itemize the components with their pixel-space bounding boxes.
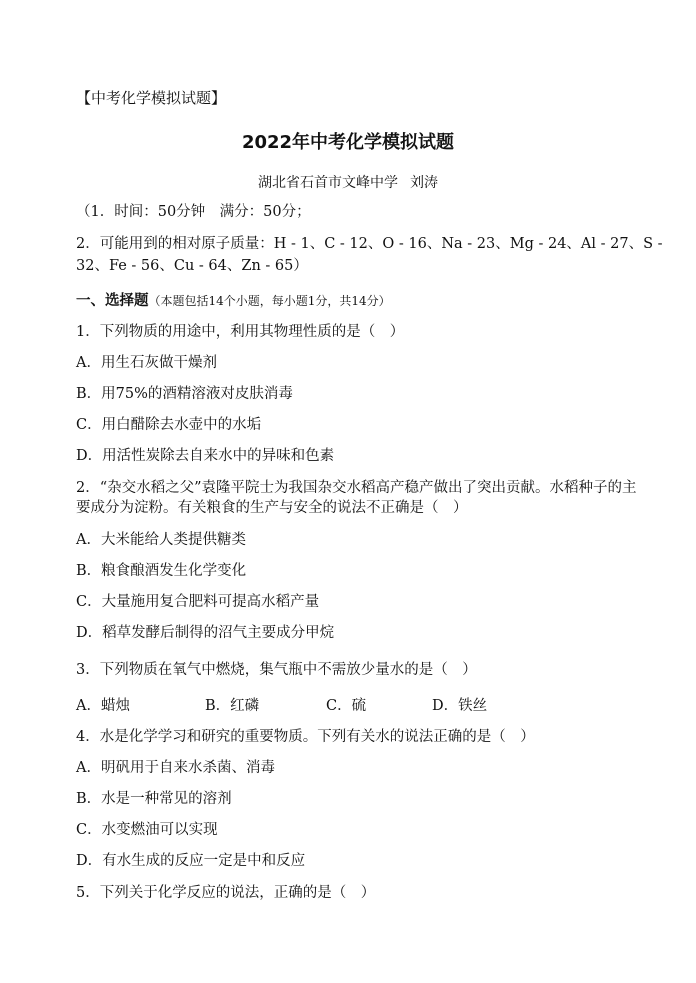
question-option: B．用75%的酒精溶液对皮肤消毒 xyxy=(76,386,293,402)
question-option: B．水是一种常见的溶剂 xyxy=(76,791,232,807)
author-line xyxy=(0,172,696,192)
question-option: C．水变燃油可以实现 xyxy=(76,822,218,838)
question-stem: 5．下列关于化学反应的说法，正确的是（ ） xyxy=(76,885,376,901)
author-name: 刘涛 xyxy=(410,175,438,191)
section-title: 一、选择题 xyxy=(76,293,149,309)
question-option: D．稻草发酵后制得的沼气主要成分甲烷 xyxy=(76,625,335,641)
note-line: 32、Fe - 56、Cu - 64、Zn - 65） xyxy=(76,258,308,274)
author-school: 湖北省石首市文峰中学 xyxy=(258,175,398,191)
question-stem: 2．“杂交水稻之父”袁隆平院士为我国杂交水稻高产稳产做出了突出贡献。水稻种子的主 xyxy=(76,480,637,496)
section-heading xyxy=(76,291,391,311)
question-option: D．铁丝 xyxy=(432,698,488,714)
section-desc: （本题包括14个小题，每小题1分，共14分） xyxy=(148,294,391,308)
question-option: D．有水生成的反应一定是中和反应 xyxy=(76,853,306,869)
question-option: B．红磷 xyxy=(205,698,260,714)
question-option: A．蜡烛 xyxy=(76,698,130,714)
page-title: 2022年中考化学模拟试题 xyxy=(241,132,455,153)
question-stem: 3．下列物质在氧气中燃烧，集气瓶中不需放少量水的是（ ） xyxy=(76,662,477,678)
note-line: （1．时间：50分钟 满分：50分； xyxy=(76,204,311,220)
question-stem: 1．下列物质的用途中，利用其物理性质的是（ ） xyxy=(76,324,405,340)
question-option: A．用生石灰做干燥剂 xyxy=(76,355,217,371)
question-stem: 4．水是化学学习和研究的重要物质。下列有关水的说法正确的是（ ） xyxy=(76,729,535,745)
question-option: C．用白醋除去水壶中的水垢 xyxy=(76,417,262,433)
header-tag: 【中考化学模拟试题】 xyxy=(76,89,227,107)
question-option: D．用活性炭除去自来水中的异味和色素 xyxy=(76,448,335,464)
question-option: A．大米能给人类提供糖类 xyxy=(76,532,246,548)
question-option: B．粮食酿酒发生化学变化 xyxy=(76,563,247,579)
question-option: A．明矾用于自来水杀菌、消毒 xyxy=(76,760,275,776)
question-option: C．大量施用复合肥料可提高水稻产量 xyxy=(76,594,320,610)
note-line: 2．可能用到的相对原子质量：H - 1、C - 12、O - 16、Na - 23、Mg - 24、Al - 27、S - xyxy=(76,236,663,252)
question-option: C．硫 xyxy=(326,698,367,714)
question-stem: 要成分为淀粉。有关粮食的生产与安全的说法不正确是（ ） xyxy=(76,500,468,516)
